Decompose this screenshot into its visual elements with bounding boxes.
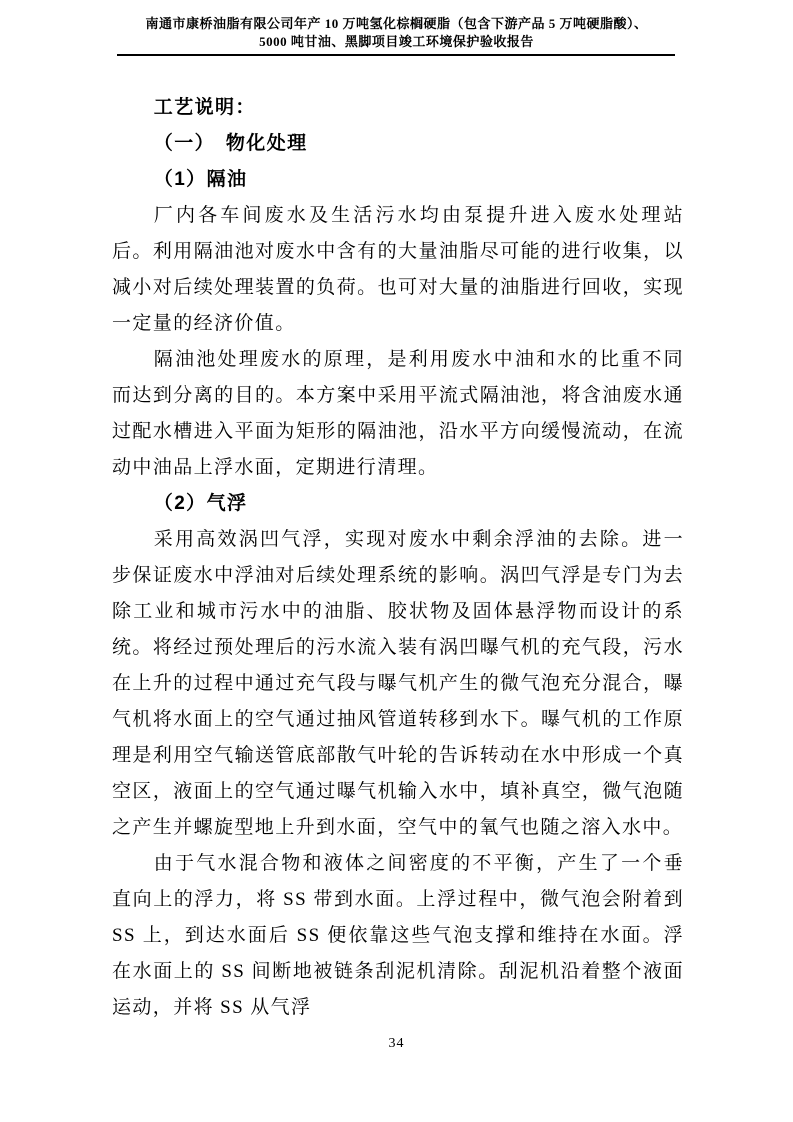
section-heading: （2）气浮 [153, 493, 248, 514]
body-paragraph: 隔油池处理废水的原理，是利用废水中油和水的比重不同而达到分离的目的。本方案中采用平流式隔油池，将含油废水通过配水槽进入平面为矩形的隔油池，沿水平方向缓慢流动，在流动中油品上浮水面，定期进行清理。 [112, 349, 684, 478]
header-rule [117, 54, 675, 56]
running-header [0, 15, 793, 51]
page-number: 34 [388, 1036, 405, 1051]
body-paragraph: 厂内各车间废水及生活污水均由泵提升进入废水处理站后。利用隔油池对废水中含有的大量油脂尽可能的进行收集，以减小对后续处理装置的负荷。也可对大量的油脂进行回收，实现一定量的经济价值。 [112, 205, 684, 334]
running-header-line2: 5000 吨甘油、黑脚项目竣工环境保护验收报告 [259, 34, 534, 49]
running-header-line1: 南通市康桥油脂有限公司年产 10 万吨氢化棕榈硬脂（包含下游产品 5 万吨硬脂酸）、 [145, 16, 648, 31]
body-paragraph: 采用高效涡凹气浮，实现对废水中剩余浮油的去除。进一步保证废水中浮油对后续处理系统的影响。涡凹气浮是专门为去除工业和城市污水中的油脂、胶状物及固体悬浮物而设计的系统。将经过预处理后的污水流入装有涡凹曝气机的充气段，污水在上升的过程中通过充气段与曝气机产生的微气泡充分混合，曝气机将水面上的空气通过抽风管道转移到水下。曝气机的工作原理是利用空气输送管底部散气叶轮的告诉转动在水中形成一个真空区，液面上的空气通过曝气机输入水中，填补真空，微气泡随之产生并螺旋型地上升到水面，空气中的氧气也随之溶入水中。 [112, 529, 684, 838]
document-body [112, 90, 684, 1026]
section-heading: （一） 物化处理 [153, 133, 308, 154]
section-heading: 工艺说明： [153, 97, 256, 118]
section-heading: （1）隔油 [153, 169, 248, 190]
body-paragraph: 由于气水混合物和液体之间密度的不平衡，产生了一个垂直向上的浮力，将 SS 带到水面。上浮过程中，微气泡会附着到 SS 上，到达水面后 SS 便依靠这些气泡支撑和维持在水面。浮在水面上的 SS 间断地被链条刮泥机清除。刮泥机沿着整个液面运动，并将 SS 从气浮 [112, 853, 684, 1018]
